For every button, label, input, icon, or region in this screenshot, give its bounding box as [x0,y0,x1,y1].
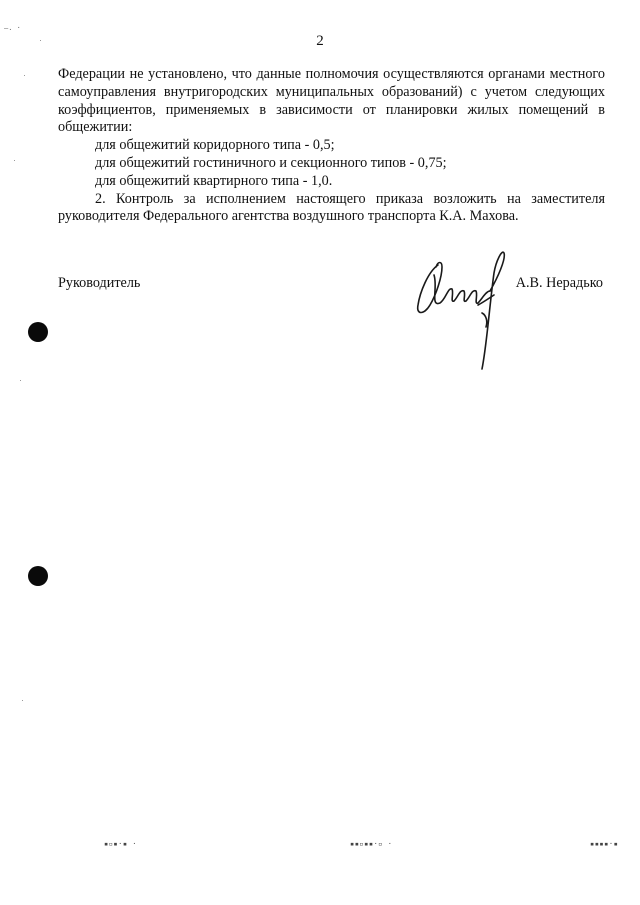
scan-speck [24,75,25,76]
punch-hole-mark [28,322,48,342]
document-body [58,66,605,226]
scan-corner-mark: –. · [4,24,21,32]
scan-artifact: ▪▪▫▪▪·▫ · [350,840,393,848]
scan-speck [22,700,23,701]
coefficient-item-apartment: для общежитий квартирного типа - 1,0. [95,172,333,189]
scan-artifact: ▪▪▪▪·▪ [590,840,619,848]
signature-block [58,275,605,295]
paragraph-continuation: Федерации не установлено, что данные полномочия осуществляются органами местного самоуправления внутригородских муниципальных образований) с учетом следующих коэффициентов, применяемых в зависимости от планировки жилых помещений в общежитии: [58,66,605,136]
punch-hole-mark [28,566,48,586]
scan-artifact: ▪▫▪·▪ · [104,840,138,848]
signatory-name: А.В. Нерадько [515,275,603,291]
scan-speck [40,40,41,41]
coefficient-item-hotel-section: для общежитий гостиничного и секционного типов - 0,75; [95,154,447,171]
signatory-title: Руководитель [58,275,141,291]
handwritten-signature [408,247,518,377]
paragraph-control-clause: 2. Контроль за исполнением настоящего приказа возложить на заместителя руководителя Федерального агентства воздушного транспорта К.А. Махова. [58,190,605,225]
page-number: 2 [316,33,324,49]
scan-speck [14,160,15,161]
coefficient-item-corridor: для общежитий коридорного типа - 0,5; [95,137,335,154]
scan-speck [20,380,21,381]
